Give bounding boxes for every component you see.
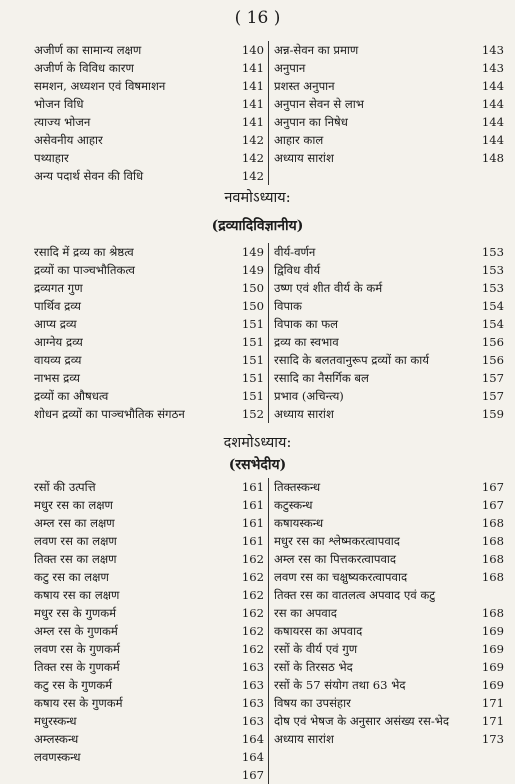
toc-entry-page: 141 (241, 115, 264, 129)
toc-entry-title: आप्य द्रव्य (34, 317, 77, 331)
toc-row (18, 77, 510, 95)
toc-entry-page: 171 (481, 714, 504, 728)
toc-entry-title: कटुस्कन्ध (274, 498, 313, 512)
toc-row (18, 748, 510, 766)
toc-entry-page: 167 (481, 498, 504, 512)
toc-row (18, 604, 510, 622)
toc-entry-page: 144 (481, 133, 504, 147)
toc-entry-page: 163 (241, 660, 264, 674)
toc-entry-title: द्रव्य का स्वभाव (274, 335, 339, 349)
toc-row (18, 243, 510, 261)
chapter-9-heading: नवमोऽध्याय: (224, 190, 291, 206)
toc-entry-page: 140 (241, 43, 264, 57)
toc-entry-page: 143 (481, 43, 504, 57)
toc-entry-title: आहार काल (274, 133, 324, 147)
toc-entry-page: 161 (241, 480, 264, 494)
toc-entry-page: 162 (241, 606, 264, 620)
toc-entry-page: 164 (241, 732, 264, 746)
toc-entry-title: अध्याय सारांश (274, 407, 334, 421)
toc-entry-title: तिक्त रस का वातलत्व अपवाद एवं कटु (274, 588, 436, 602)
toc-entry-title: विषय का उपसंहार (274, 696, 351, 710)
toc-row (18, 95, 510, 113)
toc-row (18, 59, 510, 77)
chapter-10-heading: दशमोऽध्याय: (223, 435, 292, 451)
toc-entry-title: अध्याय सारांश (274, 151, 334, 165)
toc-entry-title: भोजन विधि (34, 97, 84, 111)
toc-entry-title: दोष एवं भेषज के अनुसार असंख्य रस-भेद (274, 714, 450, 728)
toc-entry-title: कषायरस का अपवाद (274, 624, 363, 638)
toc-row (18, 113, 510, 131)
toc-entry-page: 162 (241, 570, 264, 584)
toc-row (18, 694, 510, 712)
toc-entry-title: लवणस्कन्ध (34, 750, 81, 764)
toc-entry-page: 168 (481, 606, 504, 620)
toc-entry-title: मधुर रस का श्लेष्मकरत्वापवाद (274, 534, 400, 548)
toc-entry-title: कषाय रस के गुणकर्म (34, 696, 123, 710)
toc-row (18, 712, 510, 730)
toc-row (18, 640, 510, 658)
toc-entry-title: रसों के तिरसठ भेद (274, 660, 353, 674)
toc-entry-title: मधुर रस के गुणकर्म (34, 606, 117, 620)
toc-entry-page: 168 (481, 516, 504, 530)
toc-row (18, 730, 510, 748)
toc-entry-title: रसों के वीर्य एवं गुण (274, 642, 358, 656)
toc-entry-title: द्रव्यगत गुण (34, 281, 83, 295)
toc-entry-title: अम्लस्कन्ध (34, 732, 79, 746)
toc-entry-title: वीर्य-वर्णन (274, 245, 316, 259)
toc-entry-title: प्रशस्त अनुपान (274, 79, 335, 93)
toc-entry-page: 149 (241, 245, 264, 259)
toc-entry-page: 153 (481, 263, 504, 277)
toc-entry-title: द्विविध वीर्य (274, 263, 321, 277)
toc-entry-page: 164 (241, 750, 264, 764)
toc-entry-title: अम्ल रस के गुणकर्म (34, 624, 118, 638)
toc-entry-title: रसादि के बलतवानुरूप द्रव्यों का कार्य (274, 353, 430, 367)
toc-entry-title: असेवनीय आहार (34, 133, 103, 147)
toc-entry-title: तिक्तस्कन्ध (274, 480, 321, 494)
toc-entry-title: लवण रस के गुणकर्म (34, 642, 120, 656)
toc-entry-title: रस का अपवाद (274, 606, 337, 620)
toc-entry-page: 157 (481, 371, 504, 385)
toc-row (18, 351, 510, 369)
toc-entry-title: अनुपान (274, 61, 306, 75)
toc-row (18, 676, 510, 694)
toc-entry-title: द्रव्यों का पाञ्चभौतिकत्व (34, 263, 135, 277)
toc-entry-title: त्याज्य भोजन (34, 115, 91, 129)
toc-row (18, 586, 510, 604)
toc-entry-title: अम्ल रस का लक्षण (34, 516, 115, 530)
toc-entry-page: 153 (481, 245, 504, 259)
toc-entry-title: कषाय रस का लक्षण (34, 588, 120, 602)
toc-entry-page: 151 (241, 335, 264, 349)
toc-entry-page: 151 (241, 317, 264, 331)
toc-entry-title: लवण रस का चक्षुष्यकरत्वापवाद (274, 570, 408, 584)
toc-entry-title: प्रभाव (अचिन्त्य) (274, 389, 344, 403)
toc-row (18, 550, 510, 568)
toc-entry-title: अन्य पदार्थ सेवन की विधि (34, 169, 144, 183)
toc-row (18, 478, 510, 496)
toc-row (18, 532, 510, 550)
toc-entry-title: उष्ण एवं शीत वीर्य के कर्म (274, 281, 383, 295)
toc-entry-page: 169 (481, 678, 504, 692)
toc-row (18, 333, 510, 351)
toc-section-top (18, 41, 510, 185)
toc-entry-title: कटु रस का लक्षण (34, 570, 109, 584)
chapter-10-subheading: (रसभेदीय) (228, 457, 287, 473)
toc-entry-title: अजीर्ण के विविध कारण (34, 61, 134, 75)
toc-entry-title: तिक्त रस के गुणकर्म (34, 660, 120, 674)
toc-entry-page: 161 (241, 534, 264, 548)
toc-entry-title: अन्न-सेवन का प्रमाण (274, 43, 359, 57)
toc-entry-page: 168 (481, 552, 504, 566)
toc-section-chapter9 (18, 243, 510, 423)
toc-entry-page: 156 (481, 353, 504, 367)
toc-entry-title: रसादि में द्रव्य का श्रेष्ठत्व (34, 245, 134, 259)
toc-entry-page: 169 (481, 624, 504, 638)
toc-entry-page: 144 (481, 79, 504, 93)
toc-entry-page: 163 (241, 714, 264, 728)
toc-entry-page: 157 (481, 389, 504, 403)
toc-entry-page: 141 (241, 79, 264, 93)
toc-entry-page: 173 (481, 732, 504, 746)
toc-row (18, 131, 510, 149)
toc-row (18, 149, 510, 167)
toc-entry-title: समशन, अध्यशन एवं विषमाशन (34, 79, 166, 93)
toc-entry-page: 169 (481, 642, 504, 656)
toc-entry-title: वायव्य द्रव्य (34, 353, 82, 367)
toc-entry-title: रसादि का नैसर्गिक बल (274, 371, 369, 385)
toc-entry-title: पथ्याहार (34, 151, 69, 165)
toc-entry-page: 151 (241, 371, 264, 385)
toc-entry-page: 142 (241, 133, 264, 147)
toc-entry-page: 154 (481, 299, 504, 313)
toc-entry-title: कषायस्कन्ध (274, 516, 324, 530)
toc-entry-page: 153 (481, 281, 504, 295)
toc-entry-title: मधुर रस का लक्षण (34, 498, 113, 512)
toc-row (18, 387, 510, 405)
toc-row (18, 622, 510, 640)
toc-entry-page: 168 (481, 570, 504, 584)
toc-row (18, 766, 510, 784)
toc-entry-title: अम्ल रस का पित्तकरत्वापवाद (274, 552, 397, 566)
toc-entry-title: विपाक का फल (274, 317, 339, 331)
toc-entry-page: 162 (241, 588, 264, 602)
toc-row (18, 297, 510, 315)
toc-entry-page: 142 (241, 169, 264, 183)
toc-entry-page: 163 (241, 696, 264, 710)
toc-entry-page: 143 (481, 61, 504, 75)
toc-entry-page: 161 (241, 516, 264, 530)
toc-entry-title: तिक्त रस का लक्षण (34, 552, 117, 566)
toc-entry-page: 142 (241, 151, 264, 165)
toc-entry-title: कटु रस के गुणकर्म (34, 678, 113, 692)
toc-entry-page: 159 (481, 407, 504, 421)
toc-row (18, 496, 510, 514)
toc-entry-title: मधुरस्कन्ध (34, 714, 77, 728)
toc-entry-page: 167 (241, 768, 264, 782)
toc-entry-title: अनुपान का निषेध (274, 115, 348, 129)
toc-entry-title: रसों के 57 संयोग तथा 63 भेद (274, 678, 406, 692)
toc-entry-page: 162 (241, 624, 264, 638)
toc-row (18, 167, 510, 185)
toc-entry-page: 151 (241, 389, 264, 403)
toc-entry-page: 156 (481, 335, 504, 349)
toc-entry-page: 163 (241, 678, 264, 692)
toc-entry-page: 154 (481, 317, 504, 331)
toc-section-chapter10 (18, 478, 510, 784)
toc-entry-title: लवण रस का लक्षण (34, 534, 117, 548)
toc-row (18, 405, 510, 423)
toc-entry-page: 144 (481, 115, 504, 129)
toc-row (18, 514, 510, 532)
toc-row (18, 568, 510, 586)
toc-entry-title: शोधन द्रव्यों का पाञ्चभौतिक संगठन (34, 407, 185, 421)
toc-entry-page: 162 (241, 642, 264, 656)
toc-entry-page: 168 (481, 534, 504, 548)
toc-entry-title: अनुपान सेवन से लाभ (274, 97, 364, 111)
toc-entry-page: 150 (241, 281, 264, 295)
toc-row (18, 369, 510, 387)
toc-entry-title: अध्याय सारांश (274, 732, 334, 746)
toc-entry-title: पार्थिव द्रव्य (34, 299, 81, 313)
toc-entry-page: 144 (481, 97, 504, 111)
toc-entry-page: 167 (481, 480, 504, 494)
toc-row (18, 41, 510, 59)
toc-row (18, 315, 510, 333)
toc-entry-page: 148 (481, 151, 504, 165)
toc-entry-title: द्रव्यों का औषधत्व (34, 389, 109, 403)
toc-entry-title: रसों की उत्पत्ति (34, 480, 96, 494)
toc-entry-page: 171 (481, 696, 504, 710)
toc-entry-title: आग्नेय द्रव्य (34, 335, 83, 349)
toc-entry-page: 169 (481, 660, 504, 674)
toc-entry-title: नाभस द्रव्य (34, 371, 80, 385)
toc-entry-page: 162 (241, 552, 264, 566)
toc-row (18, 658, 510, 676)
toc-entry-title: विपाक (274, 299, 302, 313)
toc-row (18, 261, 510, 279)
toc-entry-title: अजीर्ण का सामान्य लक्षण (34, 43, 142, 57)
toc-entry-page: 161 (241, 498, 264, 512)
toc-entry-page: 151 (241, 353, 264, 367)
toc-entry-page: 152 (241, 407, 264, 421)
page-number: ( 16 ) (234, 8, 281, 28)
toc-row (18, 279, 510, 297)
toc-entry-page: 149 (241, 263, 264, 277)
chapter-9-subheading: (द्रव्यादिविज्ञानीय) (211, 218, 304, 234)
toc-entry-page: 150 (241, 299, 264, 313)
toc-entry-page: 141 (241, 97, 264, 111)
toc-entry-page: 141 (241, 61, 264, 75)
